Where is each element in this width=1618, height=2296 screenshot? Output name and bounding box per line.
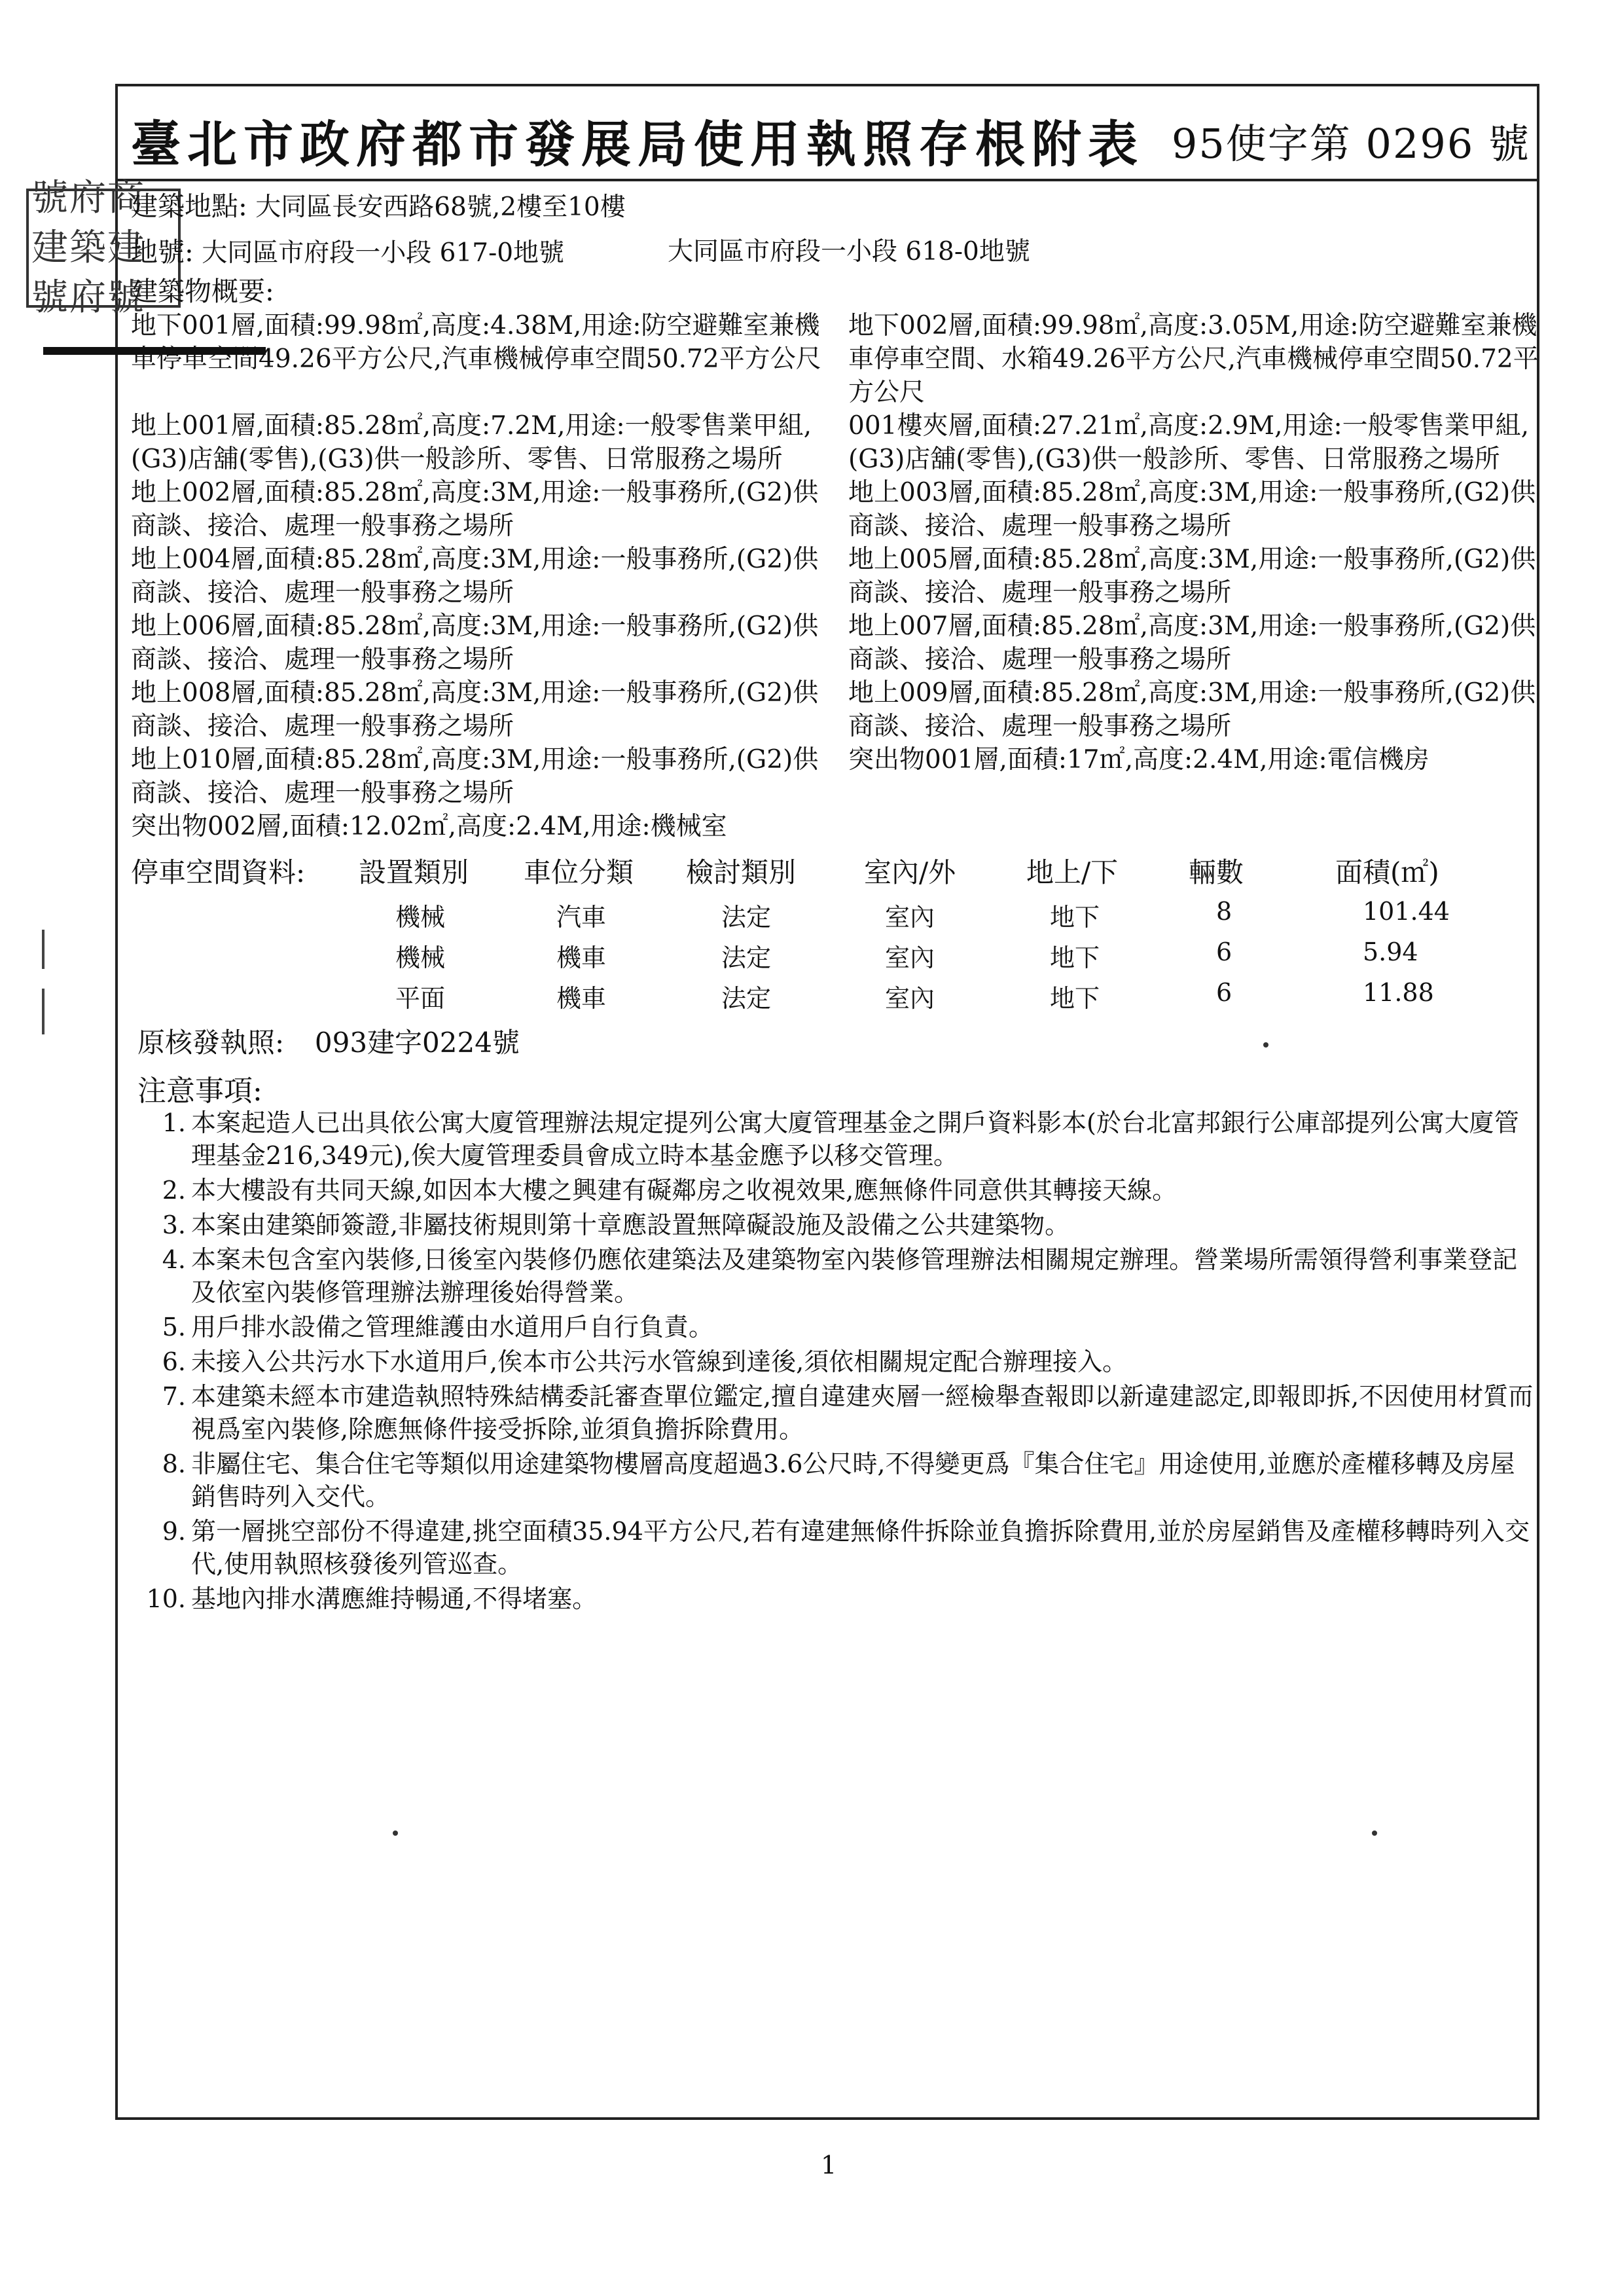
- scan-speck: [1263, 1042, 1268, 1048]
- parking-cell: 平面: [395, 984, 446, 1013]
- parking-cell: 室內: [885, 943, 935, 972]
- note-text: 本案由建築師簽證,非屬技術規則第十章應設置無障礙設施及設備之公共建築物。: [191, 1211, 1070, 1239]
- note-text: 用戶排水設備之管理維護由水道用戶自行負責。: [191, 1313, 714, 1341]
- parking-cell: 5.94: [1363, 938, 1418, 966]
- note-item: [144, 1345, 1538, 1378]
- parking-cell: 機車: [556, 984, 607, 1013]
- floor-entry: 地上005層,面積:85.28㎡,高度:3M,用途:一般事務所,(G2)供商談、接洽、處理一般事務之場所: [848, 545, 1536, 608]
- note-item: [144, 1380, 1538, 1446]
- floor-entry: 地上007層,面積:85.28㎡,高度:3M,用途:一般事務所,(G2)供商談、接洽、處理一般事務之場所: [848, 611, 1536, 674]
- parking-cell: 8: [1216, 897, 1232, 926]
- overview-heading: [131, 275, 274, 309]
- title-divider: [115, 179, 1539, 181]
- note-item: [144, 1448, 1538, 1513]
- parking-cell: 法定: [721, 903, 772, 932]
- permit-number: 95使字第 0296 號: [1171, 120, 1530, 168]
- note-text: 未接入公共污水下水道用戶,俟本市公共污水管線到達後,須依相關規定配合辦理接入。: [191, 1347, 1128, 1376]
- note-number: 3.: [162, 1211, 186, 1239]
- floor-entry: 地上009層,面積:85.28㎡,高度:3M,用途:一般事務所,(G2)供商談、接洽、處理一般事務之場所: [848, 678, 1536, 741]
- parking-cell: 地下: [1050, 984, 1100, 1013]
- seal-text: 號府商建築建號府號: [31, 177, 145, 319]
- lot-value-2: 大同區市府段一小段 618-0地號: [668, 237, 1030, 266]
- parking-cell: 地下: [1050, 943, 1100, 972]
- lot-label: 地號:: [131, 236, 194, 268]
- lot-value-1: 大同區市府段一小段 617-0地號: [202, 238, 565, 268]
- note-number: 8.: [162, 1449, 186, 1478]
- notes-list: [144, 1106, 1538, 1617]
- note-number: 2.: [162, 1176, 186, 1205]
- floor-entry: 地上008層,面積:85.28㎡,高度:3M,用途:一般事務所,(G2)供商談、接洽、處理一般事務之場所: [131, 678, 819, 741]
- parking-cell: 室內: [885, 903, 935, 932]
- floor-entry: 001樓夾層,面積:27.21㎡,高度:2.9M,用途:一般零售業甲組,(G3)店舖(零售),(G3)供一般診所、零售、日常服務之場所: [848, 411, 1530, 474]
- floor-entry: 地下002層,面積:99.98㎡,高度:3.05M,用途:防空避難室兼機車停車空間、水箱49.26平方公尺,汽車機械停車空間50.72平方公尺: [848, 311, 1539, 407]
- original-permit-value: 093建字0224號: [314, 1027, 520, 1059]
- note-item: [144, 1515, 1538, 1580]
- parking-cell: 機械: [395, 943, 446, 972]
- original-permit-label: 原核發執照:: [137, 1027, 285, 1059]
- note-number: 10.: [146, 1584, 186, 1613]
- note-text: 第一層挑空部份不得違建,挑空面積35.94平方公尺,若有違建無條件拆除並負擔拆除費用,並於房屋銷售及產權移轉時列入交代,使用執照核發後列管巡查。: [191, 1517, 1530, 1578]
- note-number: 7.: [162, 1382, 186, 1411]
- note-text: 基地內排水溝應維持暢通,不得堵塞。: [191, 1584, 598, 1613]
- parking-cell: 法定: [721, 943, 772, 972]
- lot-row: [131, 236, 564, 270]
- parking-cell: 11.88: [1363, 978, 1434, 1007]
- parking-cell: 法定: [721, 984, 772, 1013]
- floor-entry: 地上001層,面積:85.28㎡,高度:7.2M,用途:一般零售業甲組,(G3)店舖(零售),(G3)供一般診所、零售、日常服務之場所: [131, 411, 812, 474]
- note-text: 本大樓設有共同天線,如因本大樓之興建有礙鄰房之收視效果,應無條件同意供其轉接天線。: [191, 1176, 1178, 1205]
- parking-header: 設置類別: [359, 856, 469, 888]
- parking-header: 地上/下: [1026, 856, 1119, 888]
- note-number: 6.: [162, 1347, 186, 1376]
- parking-cell: 室內: [885, 984, 935, 1013]
- parking-cell: 汽車: [556, 903, 607, 932]
- note-item: [144, 1243, 1538, 1309]
- floor-entry: 地上010層,面積:85.28㎡,高度:3M,用途:一般事務所,(G2)供商談、接洽、處理一般事務之場所: [131, 745, 819, 808]
- parking-label: 停車空間資料:: [131, 856, 306, 888]
- floor-entry: 地上006層,面積:85.28㎡,高度:3M,用途:一般事務所,(G2)供商談、接洽、處理一般事務之場所: [131, 611, 819, 674]
- note-text: 本案起造人已出具依公寓大廈管理辦法規定提列公寓大廈管理基金之開戶資料影本(於台北富邦銀行公庫部提列公寓大廈管理基金216,349元),俟大廈管理委員會成立時本基金應予以移交管理。: [191, 1108, 1519, 1170]
- parking-cell: 6: [1216, 978, 1232, 1007]
- note-text: 本建築未經本市建造執照特殊結構委託審查單位鑑定,擅自違建夾層一經檢舉查報即以新違建認定,即報即拆,不因使用材質而視爲室內裝修,除應無條件接受拆除,並須負擔拆除費用。: [191, 1382, 1534, 1444]
- binding-mark: [42, 989, 45, 1034]
- note-number: 1.: [162, 1108, 186, 1137]
- address-row: [131, 190, 626, 224]
- note-item: [144, 1106, 1538, 1172]
- overview-label: 建築物概要:: [131, 276, 274, 307]
- parking-cell: 101.44: [1363, 897, 1450, 926]
- floor-entry: 地上002層,面積:85.28㎡,高度:3M,用途:一般事務所,(G2)供商談、接洽、處理一般事務之場所: [131, 478, 819, 541]
- floors-left-column: [131, 309, 838, 843]
- note-item: [144, 1209, 1538, 1241]
- floor-entry: 突出物001層,面積:17㎡,高度:2.4M,用途:電信機房: [848, 745, 1429, 774]
- parking-header: 車位分類: [524, 856, 634, 888]
- note-item: [144, 1174, 1538, 1207]
- notes-title: 注意事項:: [137, 1074, 262, 1108]
- parking-header: 輛數: [1189, 856, 1244, 888]
- floor-entry: 地下001層,面積:99.98㎡,高度:4.38M,用途:防空避難室兼機車停車空間49.26平方公尺,汽車機械停車空間50.72平方公尺: [131, 311, 821, 374]
- parking-cell: 機械: [395, 903, 446, 932]
- address-value: 大同區長安西路68號,2樓至10樓: [255, 192, 626, 222]
- binding-mark: [42, 930, 45, 969]
- note-number: 5.: [162, 1313, 186, 1341]
- note-text: 本案未包含室內裝修,日後室內裝修仍應依建築法及建築物室內裝修管理辦法相關規定辦理。營業場所需領得營利事業登記及依室內裝修管理辦法辦理後始得營業。: [191, 1245, 1518, 1307]
- parking-header: 面積(㎡): [1335, 856, 1439, 888]
- page-number: 1: [821, 2151, 837, 2179]
- parking-header: 檢討類別: [686, 856, 797, 888]
- original-permit-row: [137, 1027, 520, 1059]
- floor-entry: 突出物002層,面積:12.02㎡,高度:2.4M,用途:機械室: [131, 812, 727, 841]
- parking-cell: 機車: [556, 943, 607, 972]
- floor-entry: 地上004層,面積:85.28㎡,高度:3M,用途:一般事務所,(G2)供商談、接洽、處理一般事務之場所: [131, 545, 819, 608]
- note-number: 4.: [162, 1245, 186, 1274]
- scan-speck: [1372, 1831, 1377, 1836]
- document-title: 臺北市政府都市發展局使用執照存根附表: [131, 115, 1144, 173]
- lot-row-2: [668, 236, 1030, 268]
- parking-cell: 地下: [1050, 903, 1100, 932]
- floors-right-column: [848, 309, 1542, 776]
- note-text: 非屬住宅、集合住宅等類似用途建築物樓層高度超過3.6公尺時,不得變更爲『集合住宅』用途使用,並應於產權移轉及房屋銷售時列入交代。: [191, 1449, 1515, 1511]
- note-number: 9.: [162, 1517, 186, 1546]
- floor-entry: 地上003層,面積:85.28㎡,高度:3M,用途:一般事務所,(G2)供商談、接洽、處理一般事務之場所: [848, 478, 1536, 541]
- note-item: [144, 1582, 1538, 1615]
- note-item: [144, 1311, 1538, 1343]
- scan-speck: [393, 1831, 398, 1836]
- parking-header: 室內/外: [864, 856, 956, 888]
- address-label: 建築地點:: [131, 191, 247, 222]
- parking-cell: 6: [1216, 938, 1232, 966]
